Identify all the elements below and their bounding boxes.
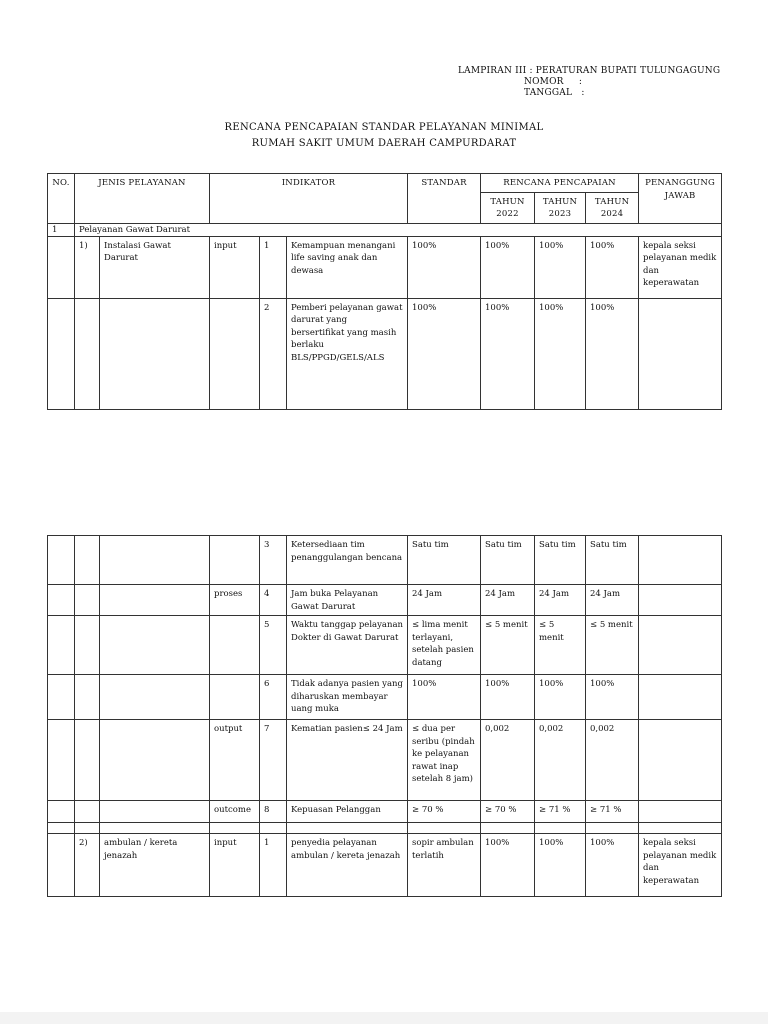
row-type — [210, 298, 260, 409]
row-indikator: Waktu tanggap pelayanan Dokter di Gawat Darurat — [287, 616, 408, 675]
row-year-2024: Satu tim — [586, 536, 639, 585]
row-number: 3 — [260, 536, 287, 585]
row-penanggung — [639, 675, 722, 720]
col-header-no: NO. — [48, 174, 75, 224]
row-standar: sopir ambulan terlatih — [408, 834, 481, 897]
row-type: proses — [210, 585, 260, 616]
row-type — [210, 616, 260, 675]
row-year-2024: 100% — [586, 298, 639, 409]
row-penanggung — [639, 298, 722, 409]
row-type: outcome — [210, 801, 260, 823]
row-indikator: Tidak adanya pasien yang diharuskan membayar uang muka — [287, 675, 408, 720]
row-number: 6 — [260, 675, 287, 720]
row-jenis — [100, 720, 210, 801]
table-row — [48, 536, 722, 585]
col-header-rencana: RENCANA PENCAPAIAN — [481, 174, 639, 193]
table-row — [48, 236, 722, 298]
header-tanggal: TANGGAL : — [524, 88, 585, 98]
row-type: input — [210, 236, 260, 298]
row-sub-number — [75, 675, 100, 720]
row-standar: ≤ dua per seribu (pindah ke pelayanan rawat inap setelah 8 jam) — [408, 720, 481, 801]
row-year-2024: 100% — [586, 675, 639, 720]
row-sub-number: 1) — [75, 236, 100, 298]
row-indikator: Pemberi pelayanan gawat darurat yang bersertifikat yang masih berlaku BLS/PPGD/GELS/ALS — [287, 298, 408, 409]
row-number: 5 — [260, 616, 287, 675]
row-sub-number — [75, 298, 100, 409]
table-spacer-row — [48, 823, 722, 834]
row-year-2023: 100% — [535, 236, 586, 298]
row-jenis — [100, 298, 210, 409]
row-indikator: penyedia pelayanan ambulan / kereta jenazah — [287, 834, 408, 897]
row-indikator: Ketersediaan tim penanggulangan bencana — [287, 536, 408, 585]
row-year-2024: 0,002 — [586, 720, 639, 801]
row-year-2023: 100% — [535, 675, 586, 720]
row-indikator: Jam buka Pelayanan Gawat Darurat — [287, 585, 408, 616]
table-row — [48, 298, 722, 409]
row-year-2023: 0,002 — [535, 720, 586, 801]
row-jenis — [100, 616, 210, 675]
row-year-2023: 100% — [535, 834, 586, 897]
row-standar: 24 Jam — [408, 585, 481, 616]
row-jenis: ambulan / kereta jenazah — [100, 834, 210, 897]
header-nomor: NOMOR : — [524, 77, 583, 87]
col-header-penanggung: PENANGGUNG JAWAB — [639, 174, 722, 224]
row-year-2022: ≥ 70 % — [481, 801, 535, 823]
row-penanggung — [639, 616, 722, 675]
row-penanggung — [639, 720, 722, 801]
row-year-2024: 24 Jam — [586, 585, 639, 616]
row-standar: Satu tim — [408, 536, 481, 585]
row-year-2023: ≥ 71 % — [535, 801, 586, 823]
row-year-2022: 100% — [481, 298, 535, 409]
row-sub-number — [75, 801, 100, 823]
row-penanggung — [639, 801, 722, 823]
row-jenis — [100, 536, 210, 585]
row-type: output — [210, 720, 260, 801]
page-bottom-edge — [0, 1012, 768, 1024]
row-year-2022: 0,002 — [481, 720, 535, 801]
doc-subtitle: RUMAH SAKIT UMUM DAERAH CAMPURDARAT — [251, 138, 517, 149]
col-header-indikator: INDIKATOR — [210, 174, 408, 224]
row-penanggung: kepala seksi pelayanan medik dan keperawatan — [639, 236, 722, 298]
row-year-2022: ≤ 5 menit — [481, 616, 535, 675]
row-sub-number — [75, 585, 100, 616]
row-number: 7 — [260, 720, 287, 801]
row-year-2024: ≤ 5 menit — [586, 616, 639, 675]
row-number: 8 — [260, 801, 287, 823]
section-number: 1 — [48, 223, 75, 236]
table-row — [48, 675, 722, 720]
row-standar: 100% — [408, 675, 481, 720]
row-penanggung — [639, 585, 722, 616]
row-sub-number: 2) — [75, 834, 100, 897]
row-year-2024: ≥ 71 % — [586, 801, 639, 823]
section-title: Pelayanan Gawat Darurat — [75, 223, 722, 236]
col-header-standar: STANDAR — [408, 174, 481, 224]
row-indikator: Kepuasan Pelanggan — [287, 801, 408, 823]
col-header-year: TAHUN 2024 — [586, 192, 639, 223]
row-number: 1 — [260, 236, 287, 298]
row-type: input — [210, 834, 260, 897]
table-row — [48, 834, 722, 897]
row-jenis — [100, 801, 210, 823]
row-year-2022: 24 Jam — [481, 585, 535, 616]
table-row — [48, 616, 722, 675]
row-standar: 100% — [408, 298, 481, 409]
row-standar: ≥ 70 % — [408, 801, 481, 823]
col-header-year: TAHUN 2022 — [481, 192, 535, 223]
row-year-2023: ≤ 5 menit — [535, 616, 586, 675]
spm-table-part2 — [47, 535, 722, 897]
row-year-2022: 100% — [481, 236, 535, 298]
row-indikator: Kemampuan menangani life saving anak dan dewasa — [287, 236, 408, 298]
table-row — [48, 801, 722, 823]
row-type — [210, 536, 260, 585]
row-year-2023: 100% — [535, 298, 586, 409]
row-standar: ≤ lima menit terlayani, setelah pasien datang — [408, 616, 481, 675]
row-number: 2 — [260, 298, 287, 409]
doc-title: RENCANA PENCAPAIAN STANDAR PELAYANAN MINIMAL — [224, 122, 544, 133]
row-year-2023: Satu tim — [535, 536, 586, 585]
row-indikator: Kematian pasien≤ 24 Jam — [287, 720, 408, 801]
row-jenis — [100, 585, 210, 616]
table-row — [48, 720, 722, 801]
row-penanggung — [639, 536, 722, 585]
col-header-jenis: JENIS PELAYANAN — [75, 174, 210, 224]
row-number: 1 — [260, 834, 287, 897]
row-sub-number — [75, 720, 100, 801]
table-row — [48, 585, 722, 616]
row-year-2024: 100% — [586, 834, 639, 897]
row-year-2023: 24 Jam — [535, 585, 586, 616]
row-standar: 100% — [408, 236, 481, 298]
spm-table-part1 — [47, 173, 722, 410]
row-jenis: Instalasi Gawat Darurat — [100, 236, 210, 298]
row-type — [210, 675, 260, 720]
row-year-2022: Satu tim — [481, 536, 535, 585]
row-year-2022: 100% — [481, 834, 535, 897]
row-number: 4 — [260, 585, 287, 616]
row-sub-number — [75, 536, 100, 585]
header-lampiran: LAMPIRAN III : PERATURAN BUPATI TULUNGAGUNG — [458, 66, 721, 76]
row-sub-number — [75, 616, 100, 675]
col-header-year: TAHUN 2023 — [535, 192, 586, 223]
row-jenis — [100, 675, 210, 720]
row-year-2022: 100% — [481, 675, 535, 720]
row-penanggung: kepala seksi pelayanan medik dan keperawatan — [639, 834, 722, 897]
row-year-2024: 100% — [586, 236, 639, 298]
